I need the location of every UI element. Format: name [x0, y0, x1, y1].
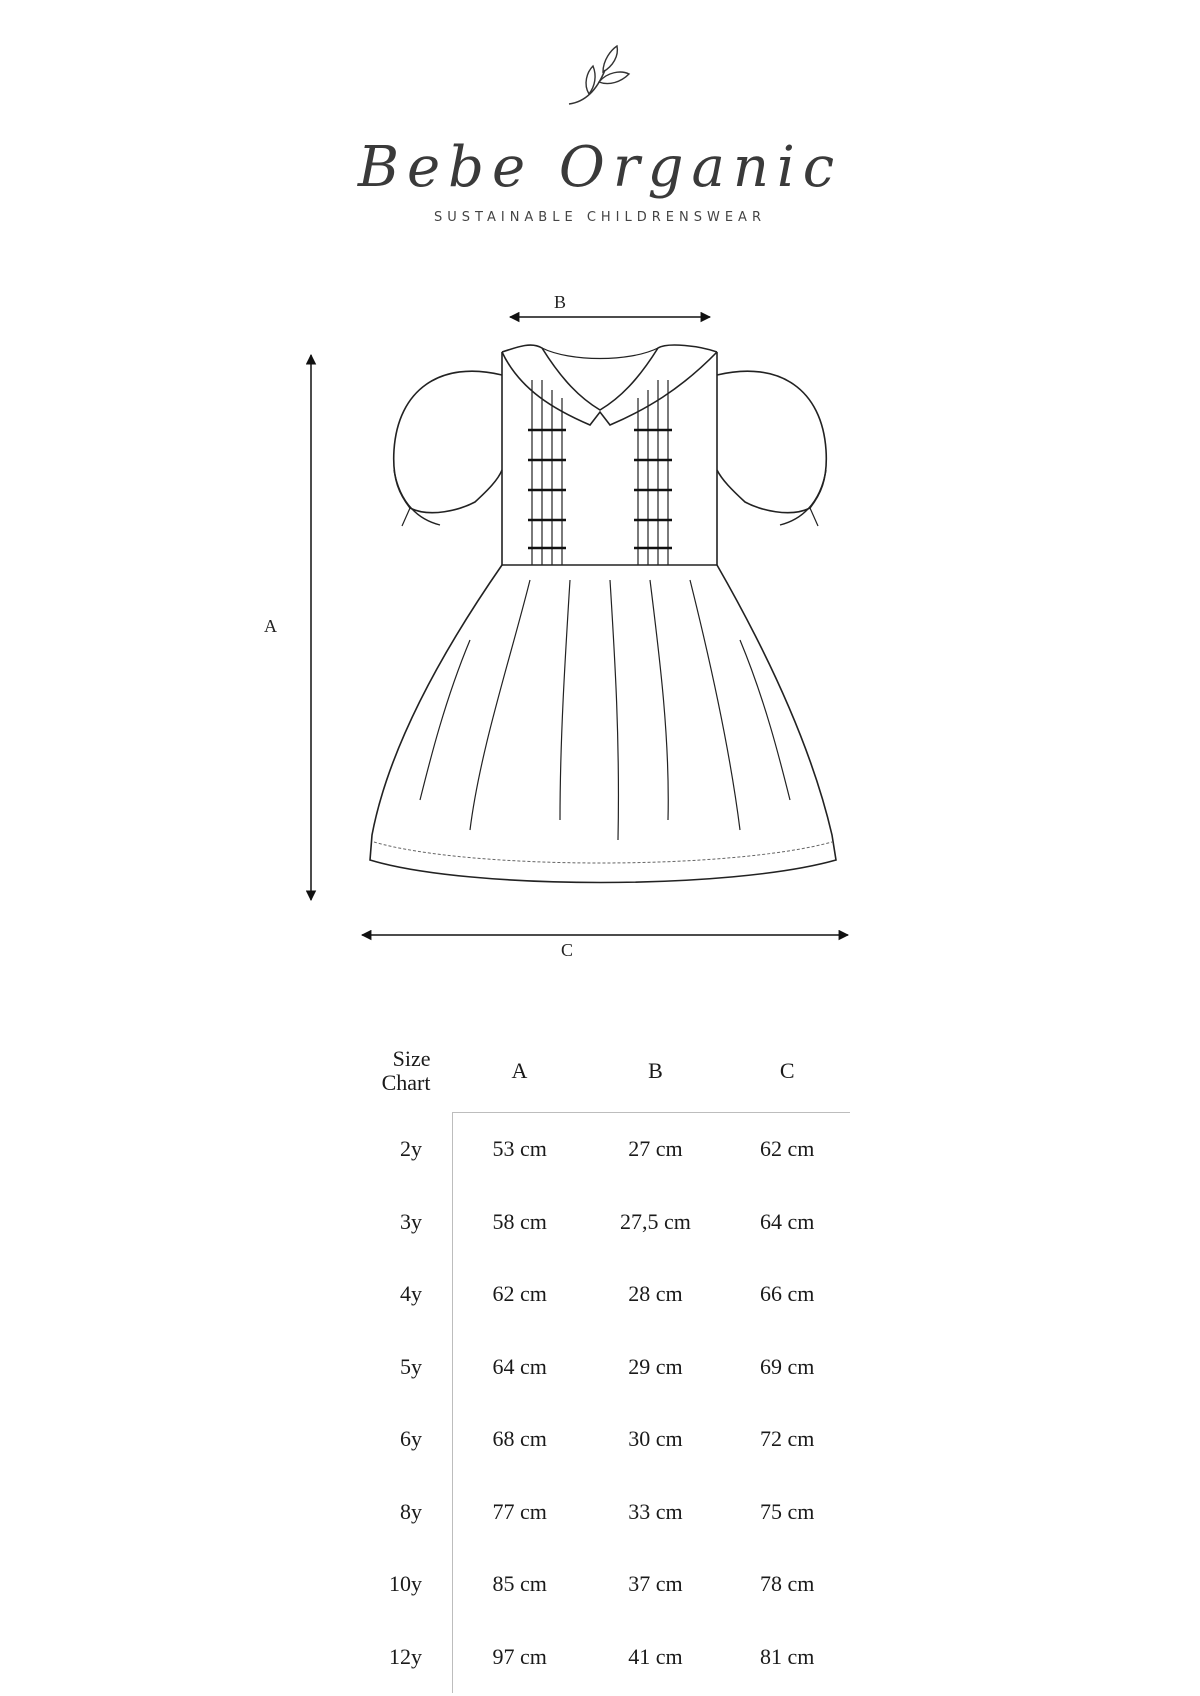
- measurement-b: 41 cm: [628, 1643, 683, 1669]
- size-label: 12y: [350, 1621, 453, 1694]
- leaf-sprig-icon: [565, 42, 645, 122]
- measurement-c: 69 cm: [760, 1353, 815, 1379]
- measurement-c: 62 cm: [760, 1136, 815, 1162]
- column-header-a: A: [453, 1030, 587, 1113]
- table-header-row: [350, 1030, 850, 1113]
- table-row: [350, 1621, 850, 1694]
- size-label: 2y: [350, 1113, 453, 1186]
- measurement-a: 62 cm: [492, 1281, 547, 1307]
- measurement-a: 77 cm: [492, 1498, 547, 1524]
- size-label: 6y: [350, 1403, 453, 1476]
- table-row: [350, 1186, 850, 1259]
- size-label: 4y: [350, 1258, 453, 1331]
- measurement-c: 64 cm: [760, 1208, 815, 1234]
- size-label: 8y: [350, 1476, 453, 1549]
- measurement-b: 27,5 cm: [619, 1208, 691, 1234]
- measurement-c: 72 cm: [760, 1426, 815, 1452]
- measurement-b: 37 cm: [628, 1571, 683, 1597]
- measurement-b: 29 cm: [628, 1353, 683, 1379]
- measurement-b: 28 cm: [628, 1281, 683, 1307]
- measurement-b: 30 cm: [628, 1426, 683, 1452]
- measurement-c: 78 cm: [760, 1571, 815, 1597]
- column-header-c: C: [724, 1030, 850, 1113]
- measurement-b: 27 cm: [628, 1136, 683, 1162]
- measurement-a: 64 cm: [492, 1353, 547, 1379]
- measurement-c: 81 cm: [760, 1643, 815, 1669]
- measurement-a: 97 cm: [492, 1643, 547, 1669]
- dimension-c-label: C: [561, 940, 574, 960]
- size-label: 5y: [350, 1331, 453, 1404]
- table-row: [350, 1113, 850, 1186]
- table-row: [350, 1258, 850, 1331]
- table-row: [350, 1403, 850, 1476]
- dress-illustration: [270, 280, 870, 970]
- size-chart-table: [350, 1030, 850, 1693]
- brand-name: Bebe Organic: [357, 135, 843, 200]
- size-chart-corner-label: Size Chart: [381, 1046, 431, 1096]
- table-row: [350, 1548, 850, 1621]
- table-row: [350, 1476, 850, 1549]
- brand-tagline: SUSTAINABLE CHILDRENSWEAR: [434, 210, 766, 225]
- measurement-c: 66 cm: [760, 1281, 815, 1307]
- measurement-a: 58 cm: [492, 1208, 547, 1234]
- brand-header: [0, 20, 1200, 240]
- dress-diagram: [264, 280, 870, 970]
- size-label: 10y: [350, 1548, 453, 1621]
- measurement-c: 75 cm: [760, 1498, 815, 1524]
- measurement-a: 68 cm: [492, 1426, 547, 1452]
- measurement-a: 85 cm: [492, 1571, 547, 1597]
- dimension-a-label: A: [264, 616, 277, 636]
- measurement-b: 33 cm: [628, 1498, 683, 1524]
- column-header-b: B: [586, 1030, 724, 1113]
- size-label: 3y: [350, 1186, 453, 1259]
- table-row: [350, 1331, 850, 1404]
- dimension-b-label: B: [554, 292, 567, 312]
- measurement-a: 53 cm: [492, 1136, 547, 1162]
